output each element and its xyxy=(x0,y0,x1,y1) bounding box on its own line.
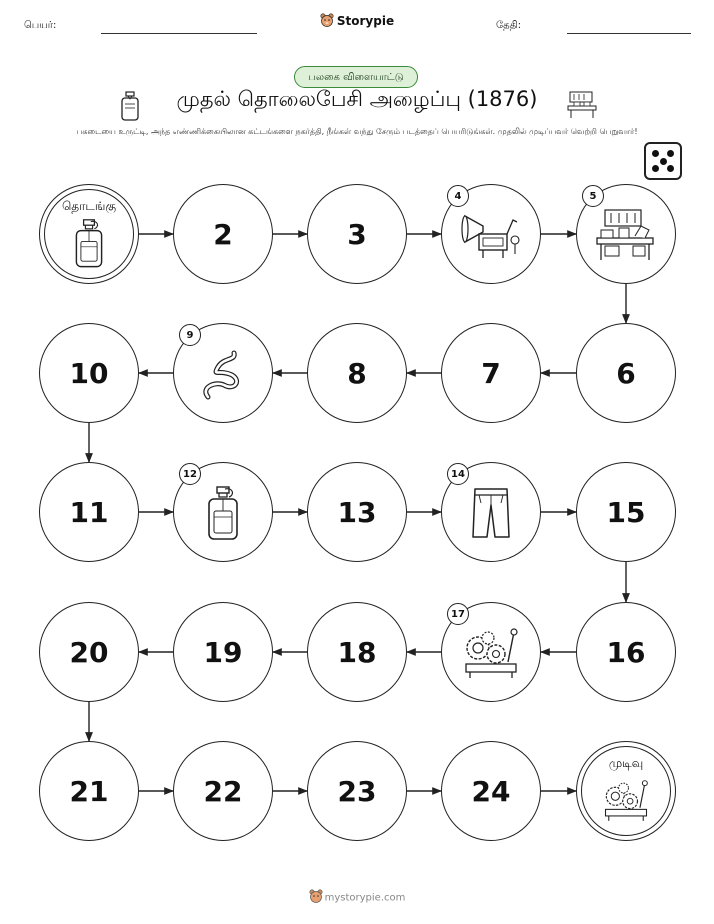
board-cell-10 xyxy=(39,323,139,423)
cell-number: 22 xyxy=(203,774,243,808)
board-cell-9 xyxy=(173,323,273,423)
cell-number-badge: 9 xyxy=(179,324,201,346)
board-cell-8 xyxy=(307,323,407,423)
cell-number: 16 xyxy=(606,635,646,669)
cell-number: 15 xyxy=(606,495,646,529)
date-label: தேதி: xyxy=(496,20,522,31)
cell-number: 24 xyxy=(471,774,511,808)
cell-number-badge: 14 xyxy=(447,463,469,485)
page-title: முதல் தொலைபேசி அழைப்பு (1876) xyxy=(176,87,538,111)
board-cell-15 xyxy=(576,462,676,562)
gears-machine-icon xyxy=(601,778,652,826)
board-cell-22 xyxy=(173,741,273,841)
board-cell-20 xyxy=(39,602,139,702)
brand-name: Storypie xyxy=(336,14,395,28)
start-cell xyxy=(39,184,139,284)
board-cell-12 xyxy=(173,462,273,562)
finish-label: முடிவு xyxy=(608,756,644,770)
game-type-badge: பலகை விளையாட்டு xyxy=(294,66,418,88)
cell-number-badge: 4 xyxy=(447,185,469,207)
board-cell-7 xyxy=(441,323,541,423)
footer xyxy=(0,889,714,906)
board-cell-23 xyxy=(307,741,407,841)
cell-number: 7 xyxy=(481,356,501,390)
workshop-desk-icon xyxy=(593,208,659,266)
instructions: பகடையை உருட்டி, அந்த எண்ணிக்கையிலான கட்டங்களை நகர்த்தி, நீங்கள் வந்து சேரும் படத்தைப் பெயரிடுங்கள். முதலில் முடிப்பவர் வெற்றி பெறுவார்! xyxy=(76,127,638,136)
cell-number-badge: 12 xyxy=(179,463,201,485)
cell-number-badge: 5 xyxy=(582,185,604,207)
name-label: பெயர்: xyxy=(24,20,57,31)
cell-number: 13 xyxy=(337,495,377,529)
cell-number: 10 xyxy=(69,356,109,390)
board-cell-2 xyxy=(173,184,273,284)
footer-bear-icon xyxy=(309,889,323,906)
bottle-icon xyxy=(203,485,243,545)
board-cell-13 xyxy=(307,462,407,562)
board-cell-3 xyxy=(307,184,407,284)
board-cell-5 xyxy=(576,184,676,284)
cell-number: 8 xyxy=(347,356,367,390)
date-line[interactable] xyxy=(567,33,691,34)
bottle-icon xyxy=(71,218,107,272)
cell-number: 2 xyxy=(213,217,233,251)
footer-url: mystorypie.com xyxy=(324,892,406,904)
board-cell-19 xyxy=(173,602,273,702)
cell-number: 18 xyxy=(337,635,377,669)
cell-number: 20 xyxy=(69,635,109,669)
gears-machine-icon xyxy=(460,626,522,684)
wire-icon xyxy=(198,347,248,405)
gramophone-icon xyxy=(461,210,521,264)
brand xyxy=(0,13,714,30)
board-cell-17 xyxy=(441,602,541,702)
cell-number: 3 xyxy=(347,217,367,251)
board-cell-4 xyxy=(441,184,541,284)
title-workshop-icon xyxy=(566,90,598,124)
board-cell-16 xyxy=(576,602,676,702)
bear-logo-icon xyxy=(320,13,334,30)
cell-number: 23 xyxy=(337,774,377,808)
trousers-icon xyxy=(469,485,513,545)
cell-number: 19 xyxy=(203,635,243,669)
cell-number: 6 xyxy=(616,356,636,390)
board-cell-11 xyxy=(39,462,139,562)
dice-icon xyxy=(644,142,682,180)
board-cell-14 xyxy=(441,462,541,562)
board-cell-18 xyxy=(307,602,407,702)
name-line[interactable] xyxy=(101,33,257,34)
finish-cell xyxy=(576,741,676,841)
start-label: தொடங்கு xyxy=(61,199,117,213)
board-cell-24 xyxy=(441,741,541,841)
cell-number: 21 xyxy=(69,774,109,808)
cell-number-badge: 17 xyxy=(447,603,469,625)
cell-number: 11 xyxy=(69,495,109,529)
board-cell-21 xyxy=(39,741,139,841)
board-cell-6 xyxy=(576,323,676,423)
